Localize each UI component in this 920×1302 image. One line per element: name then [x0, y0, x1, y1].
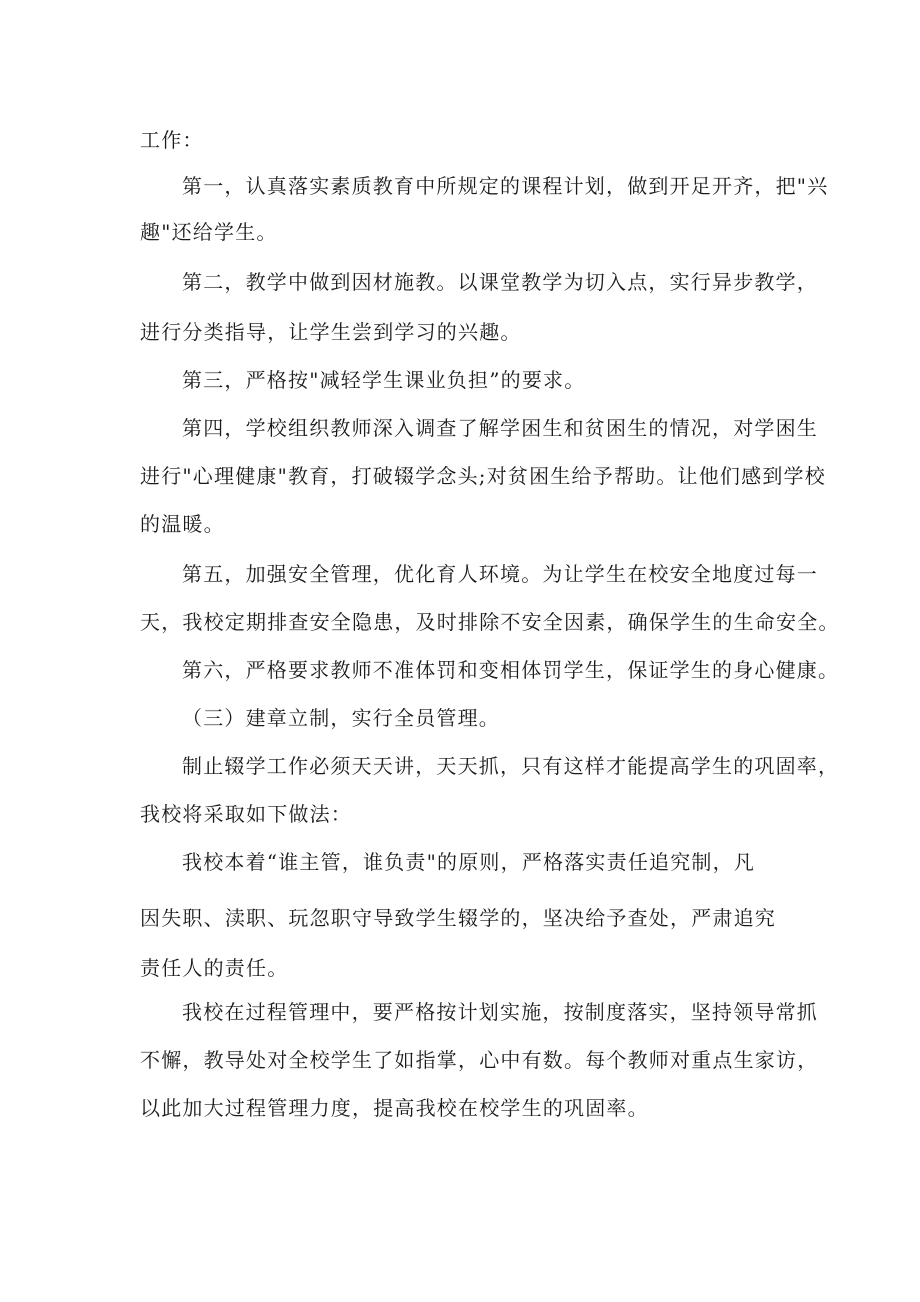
paragraph-4-line-1: 第四，学校组织教师深入调查了解学困生和贫困生的情况，对学困生: [182, 416, 818, 440]
paragraph-2-line-1: 第二，教学中做到因材施教。以课堂教学为切入点，实行异步教学，: [182, 270, 818, 294]
paragraph-9-line-1: 我校在过程管理中，要严格按计划实施，按制度落实，坚持领导常抓: [182, 1000, 818, 1024]
paragraph-2-line-2: 进行分类指导，让学生尝到学习的兴趣。: [140, 320, 522, 344]
paragraph-5-line-2: 天，我校定期排查安全隐患，及时排除不安全因素，确保学生的生命安全。: [140, 610, 840, 634]
paragraph-4-line-3: 的温暖。: [140, 512, 225, 536]
paragraph-7-line-2: 我校将采取如下做法：: [140, 802, 352, 826]
paragraph-3-line-1: 第三，严格按"减轻学生课业负担”的要求。: [182, 368, 586, 392]
paragraph-4-line-2: 进行"心理健康"教育，打破辍学念头;对贫困生给予帮助。让他们感到学校: [140, 464, 826, 488]
paragraph-9-line-2: 不懈，教导处对全校学生了如指掌，心中有数。每个教师对重点生家访，: [140, 1048, 819, 1072]
paragraph-8-line-2: 因失职、渎职、玩忽职守导致学生辍学的，坚决给予查处，严肃追究: [140, 906, 776, 930]
paragraph-1-line-1: 第一，认真落实素质教育中所规定的课程计划，做到开足开齐，把"兴: [182, 174, 829, 198]
paragraph-1-line-2: 趣"还给学生。: [140, 220, 278, 244]
paragraph-8-line-1: 我校本着“谁主管，谁负责"的原则，严格落实责任追究制，凡: [182, 850, 756, 874]
paragraph-6-line-1: 第六，严格要求教师不准体罚和变相体罚学生，保证学生的身心健康。: [182, 658, 840, 682]
text-line: 工作：: [140, 128, 204, 152]
paragraph-8-line-3: 责任人的责任。: [140, 956, 289, 980]
paragraph-7-line-1: 制止辍学工作必须天天讲，天天抓，只有这样才能提高学生的巩固率，: [182, 754, 840, 778]
section-heading: （三）建章立制，实行全员管理。: [182, 706, 500, 730]
paragraph-9-line-3: 以此加大过程管理力度，提高我校在校学生的巩固率。: [140, 1096, 649, 1120]
paragraph-5-line-1: 第五，加强安全管理，优化育人环境。为让学生在校安全地度过每一: [182, 562, 818, 586]
